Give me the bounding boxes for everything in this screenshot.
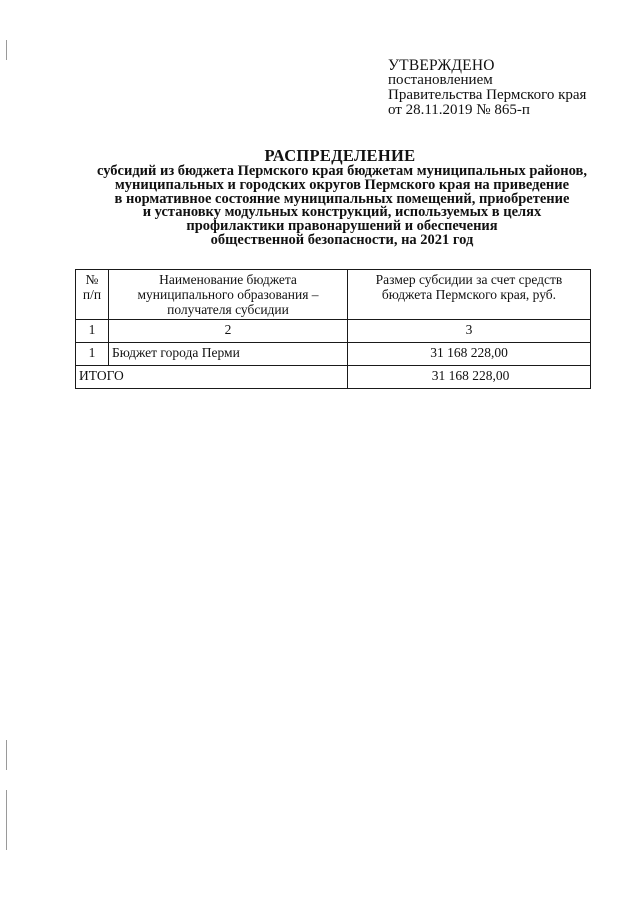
subtitle-line: субсидий из бюджета Пермского края бюджетам муниципальных районов, bbox=[96, 163, 587, 179]
total-amount-cell: 31 168 228,00 bbox=[348, 366, 591, 389]
subtitle-line: в нормативное состояние муниципальных помещений, приобретение bbox=[114, 190, 570, 207]
subtitle-line: муниципальных и городских округов Пермского края на приведение bbox=[114, 176, 570, 193]
document-subtitle bbox=[76, 165, 608, 248]
row-number-cell: 1 bbox=[76, 343, 109, 366]
approval-line: от 28.11.2019 № 865-п bbox=[388, 102, 530, 118]
approval-line: Правительства Пермского края bbox=[388, 87, 587, 103]
table-total-row bbox=[76, 366, 591, 389]
table-header-row bbox=[76, 270, 591, 320]
column-number-cell: 3 bbox=[348, 320, 591, 343]
scan-edge-mark bbox=[6, 40, 7, 60]
distribution-table bbox=[75, 269, 591, 389]
subtitle-line: и установку модульных конструкций, используемых в целях bbox=[142, 204, 542, 221]
column-number-cell: 2 bbox=[109, 320, 348, 343]
row-recipient-cell: Бюджет города Перми bbox=[109, 343, 348, 366]
document-title: РАСПРЕДЕЛЕНИЕ bbox=[264, 146, 416, 165]
approval-stamp bbox=[388, 58, 628, 118]
approval-heading: УТВЕРЖДЕНО bbox=[388, 57, 495, 74]
scan-edge-mark bbox=[6, 790, 7, 850]
header-cell-recipient: Наименование бюджета муниципального образования – получателя субсидии bbox=[109, 270, 348, 320]
subtitle-line: общественной безопасности, на 2021 год bbox=[210, 231, 474, 248]
row-amount-cell: 31 168 228,00 bbox=[348, 343, 591, 366]
approval-line: постановлением bbox=[388, 72, 493, 88]
subtitle-line: профилактики правонарушений и обеспечения bbox=[186, 218, 498, 235]
column-number-cell: 1 bbox=[76, 320, 109, 343]
scan-edge-mark bbox=[6, 740, 7, 770]
header-cell-amount: Размер субсидии за счет средств бюджета Пермского края, руб. bbox=[348, 270, 591, 320]
table-row bbox=[76, 343, 591, 366]
header-cell-number: № п/п bbox=[76, 270, 109, 320]
total-label-cell: ИТОГО bbox=[76, 366, 348, 389]
table-column-number-row bbox=[76, 320, 591, 343]
